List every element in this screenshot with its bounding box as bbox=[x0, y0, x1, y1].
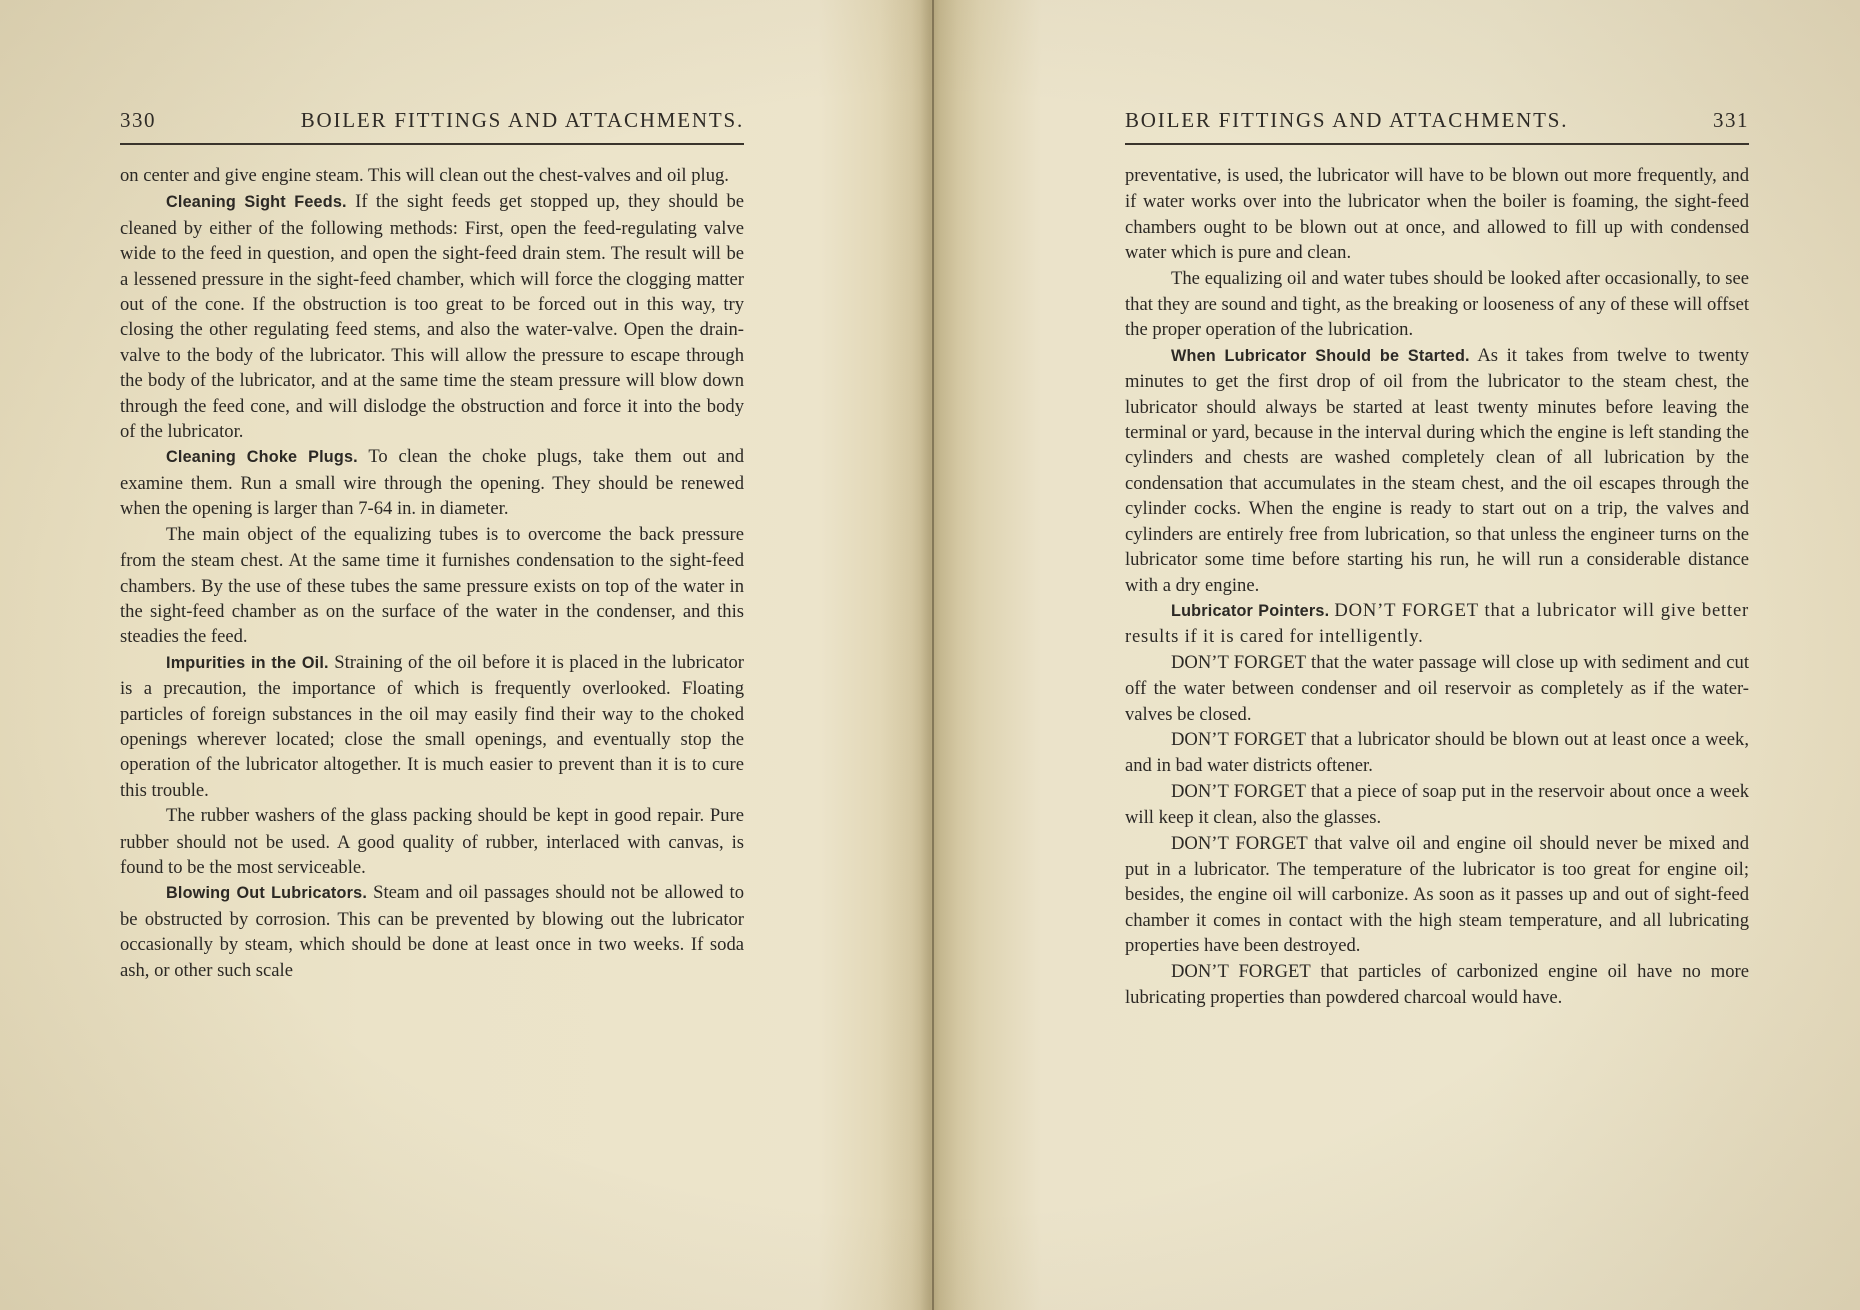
right-paragraph-2-text: The equalizing oil and water tubes should be looked after occasionally, to see that they are sound and tight, as the breaking or looseness of any of these will offset the proper operation of the lubrication. bbox=[1125, 267, 1749, 341]
right-paragraph-4 bbox=[1125, 598, 1749, 650]
left-paragraph-4-text: The main object of the equalizing tubes is to overcome the back pressure from the steam chest. At the same time it furnishes condensation to the sight-feed chambers. By the use of these tubes the same pressure exists on top of the water in the sight-feed chamber as on the surface of the water in the condenser, and this steadies the feed. bbox=[120, 523, 744, 648]
right-page-number: 331 bbox=[1713, 108, 1749, 132]
right-paragraph-3-heading: When Lubricator Should be Started. bbox=[1171, 346, 1470, 365]
right-paragraph-9-text: DON’T FORGET that particles of carbonized engine oil have no more lubricating properties than powdered charcoal would have. bbox=[1125, 960, 1749, 1008]
right-body-text bbox=[1125, 163, 1749, 1010]
right-paragraph-4-text: DON’T FORGET that a lubricator will give better results if it is cared for intelligently. bbox=[1125, 599, 1749, 648]
left-paragraph-1 bbox=[120, 163, 744, 189]
left-paragraph-7 bbox=[120, 880, 744, 983]
left-paragraph-4 bbox=[120, 522, 744, 650]
right-paragraph-8 bbox=[1125, 831, 1749, 959]
left-paragraph-3-heading: Cleaning Choke Plugs. bbox=[166, 448, 358, 467]
left-running-head bbox=[120, 108, 744, 145]
right-paragraph-7 bbox=[1125, 779, 1749, 831]
left-paragraph-3-text: To clean the choke plugs, take them out and examine them. Run a small wire through the opening. They should be renewed when the opening is larger than 7-64 in. in diameter. bbox=[120, 446, 745, 520]
right-page bbox=[1125, 108, 1749, 1010]
gutter-shadow bbox=[880, 0, 980, 1310]
left-paragraph-1-text: on center and give engine steam. This will clean out the chest-valves and oil plug. bbox=[120, 165, 729, 186]
left-paragraph-3 bbox=[120, 444, 744, 521]
right-paragraph-3-text: As it takes from twelve to twenty minutes to get the first drop of oil from the lubricator to the steam chest, the lubricator should always be started at least twenty minutes before leaving the terminal or yard, because in the interval during which the engine is left standing the cylinders and chests are washed completely clean of all lubrication by the condensation that accumulates in the steam chest, and the oil escapes through the cylinder cocks. When the engine is ready to start out on a trip, the valves and cylinders are entirely free from lubrication, so that unless the engineer turns on the lubricator some time before starting his run, he will run a considerable distance with a dry engine. bbox=[1125, 344, 1749, 596]
right-paragraph-3 bbox=[1125, 343, 1749, 598]
left-paragraph-5 bbox=[120, 650, 744, 803]
left-paragraph-7-heading: Blowing Out Lubricators. bbox=[166, 884, 368, 903]
left-paragraph-2-text: If the sight feeds get stopped up, they should be cleaned by either of the following methods: First, open the feed-regulating valve wide to the feed in question, and open the sight-feed drain stem. The result will be a lessened pressure in the sight-feed chamber, which will force the clogging matter out of the cone. If the obstruction is too great to be forced out in this way, try closing the other regulating feed stems, and also the water-valve. Open the drain-valve to the body of the lubricator. This will allow the pressure to escape through the body of the lubricator, and at the same time the steam pressure will blow down through the feed cone, and will dislodge the obstruction and force it into the body of the lubricator. bbox=[120, 191, 745, 443]
left-running-title: BOILER FITTINGS AND ATTACHMENTS. bbox=[300, 108, 744, 132]
right-paragraph-1-text: preventative, is used, the lubricator will have to be blown out more frequently, and if water works over into the lubricator when the boiler is foaming, the sight-feed chambers ought to be blown out at once, and allowed to fill up with condensed water which is pure and clean. bbox=[1125, 165, 1749, 264]
left-paragraph-7-text: Steam and oil passages should not be allowed to be obstructed by corrosion. This can be prevented by blowing out the lubricator occasionally by steam, which should be done at least once in two weeks. If soda ash, or other such scale bbox=[120, 882, 744, 981]
left-page-number: 330 bbox=[120, 108, 156, 132]
right-paragraph-6-text: DON’T FORGET that a lubricator should be blown out at least once a week, and in bad water districts oftener. bbox=[1125, 728, 1749, 777]
left-paragraph-6 bbox=[120, 803, 744, 880]
left-paragraph-5-heading: Impurities in the Oil. bbox=[166, 653, 329, 672]
right-paragraph-4-heading: Lubricator Pointers. bbox=[1171, 601, 1330, 620]
right-running-title: BOILER FITTINGS AND ATTACHMENTS. bbox=[1125, 108, 1569, 132]
left-paragraph-2-heading: Cleaning Sight Feeds. bbox=[166, 193, 347, 212]
right-paragraph-9 bbox=[1125, 959, 1749, 1011]
left-paragraph-6-text: The rubber washers of the glass packing should be kept in good repair. Pure rubber should not be used. A good quality of rubber, interlaced with canvas, is found to be the most serviceable. bbox=[120, 805, 744, 878]
right-paragraph-2 bbox=[1125, 266, 1749, 343]
left-paragraph-5-text: Straining of the oil before it is placed in the lubricator is a precaution, the importance of which is frequently overlooked. Floating particles of foreign substances in the oil may easily find their way to the choked openings wherever located; close the small openings, and eventually stop the operation of the lubricator altogether. It is much easier to prevent than it is to cure this trouble. bbox=[120, 651, 745, 801]
left-body-text bbox=[120, 163, 744, 983]
left-paragraph-2 bbox=[120, 189, 744, 444]
right-paragraph-7-text: DON’T FORGET that a piece of soap put in the reservoir about once a week will keep it clean, also the glasses. bbox=[1125, 780, 1749, 829]
right-paragraph-5 bbox=[1125, 650, 1749, 727]
binding-line bbox=[932, 0, 934, 1310]
right-paragraph-8-text: DON’T FORGET that valve oil and engine oil should never be mixed and put in a lubricator. The temperature of the lubricator is too great for engine oil; besides, the engine oil will carbonize. As soon as it passes up and out of sight-feed chamber it comes in contact with the high steam temperature, and all lubricating properties have been destroyed. bbox=[1125, 832, 1749, 957]
right-running-head bbox=[1125, 108, 1749, 145]
right-paragraph-6 bbox=[1125, 727, 1749, 779]
right-paragraph-1 bbox=[1125, 163, 1749, 266]
right-paragraph-5-text: DON’T FORGET that the water passage will close up with sediment and cut off the water between condenser and oil reservoir as completely as if the water-valves be closed. bbox=[1125, 651, 1749, 725]
left-page bbox=[120, 108, 744, 983]
